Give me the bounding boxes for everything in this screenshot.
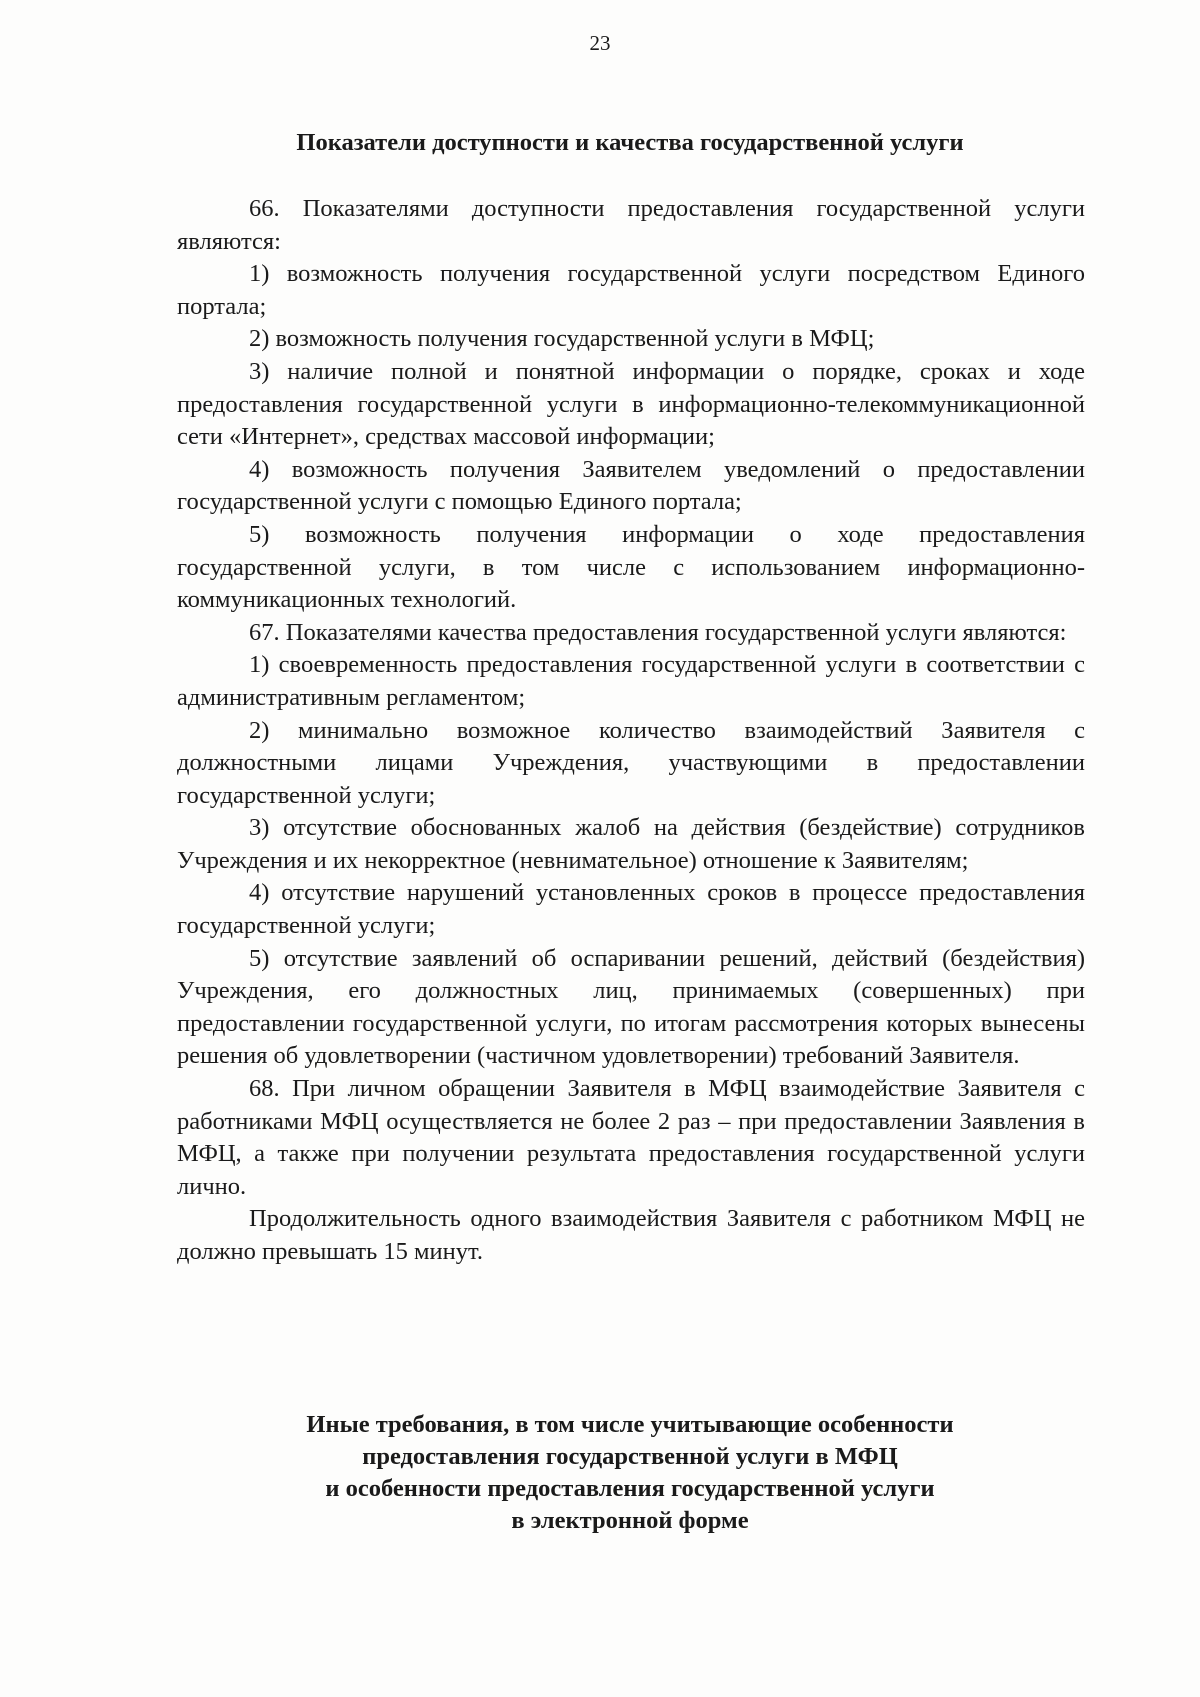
page-number: 23 <box>589 31 611 55</box>
list-item-67-1: 1) своевременность предоставления государственной услуги в соответствии с административным регламентом; <box>177 651 1085 711</box>
list-item-66-1: 1) возможность получения государственной услуги посредством Единого портала; <box>177 260 1085 320</box>
list-item-66-4: 4) возможность получения Заявителем уведомлений о предоставлении государственной услуги с помощью Единого портала; <box>177 455 1085 516</box>
paragraph-68-duration: Продолжительность одного взаимодействия Заявителя с работником МФЦ не должно превышать 15 минут. <box>177 1205 1085 1265</box>
section-body <box>177 193 1085 1269</box>
section-title-line: Иные требования, в том числе учитывающие особенности <box>306 1411 954 1438</box>
list-item-66-5: 5) возможность получения информации о ходе предоставления государственной услуги, в том числе с использованием информационно-коммуникационных технологий. <box>177 520 1085 614</box>
list-item-67-4: 4) отсутствие нарушений установленных сроков в процессе предоставления государственной услуги; <box>177 879 1085 940</box>
list-item-66-2: 2) возможность получения государственной услуги в МФЦ; <box>249 325 875 353</box>
list-item-67-5: 5) отсутствие заявлений об оспаривании решений, действий (бездействия) Учреждения, его должностных лиц, принимаемых (совершенных) при предоставлении государственной услуги, по итогам рассмотрения которых вынесены решения об удовлетворении (частичном удовлетворении) требований Заявителя. <box>177 944 1085 1070</box>
paragraph-67: 67. Показателями качества предоставления государственной услуги являются: <box>249 618 1067 646</box>
section-title-other-requirements <box>175 1409 1085 1537</box>
list-item-67-3: 3) отсутствие обоснованных жалоб на действия (бездействие) сотрудников Учреждения и их некорректное (невнимательное) отношение к Заявителям; <box>177 814 1085 874</box>
list-item-66-3: 3) наличие полной и понятной информации о порядке, сроках и ходе предоставления государственной услуги в информационно-телекоммуникационной сети «Интернет», средствах массовой информации; <box>177 357 1085 451</box>
section-title-accessibility: Показатели доступности и качества государственной услуги <box>296 129 964 156</box>
paragraph-66: 66. Показателями доступности предоставления государственной услуги являются: <box>177 195 1085 255</box>
paragraph-68: 68. При личном обращении Заявителя в МФЦ взаимодействие Заявителя с работниками МФЦ осуществляется не более 2 раз – при предоставлении Заявления в МФЦ, а также при получении результата предоставления государственной услуги лично. <box>177 1075 1085 1200</box>
section-title-line: предоставления государственной услуги в МФЦ <box>362 1443 898 1470</box>
section-title-line: и особенности предоставления государственной услуги <box>325 1475 935 1502</box>
section-title-line: в электронной форме <box>511 1507 749 1534</box>
list-item-67-2: 2) минимально возможное количество взаимодействий Заявителя с должностными лицами Учреждения, участвующими в предоставлении государственной услуги; <box>177 716 1085 809</box>
